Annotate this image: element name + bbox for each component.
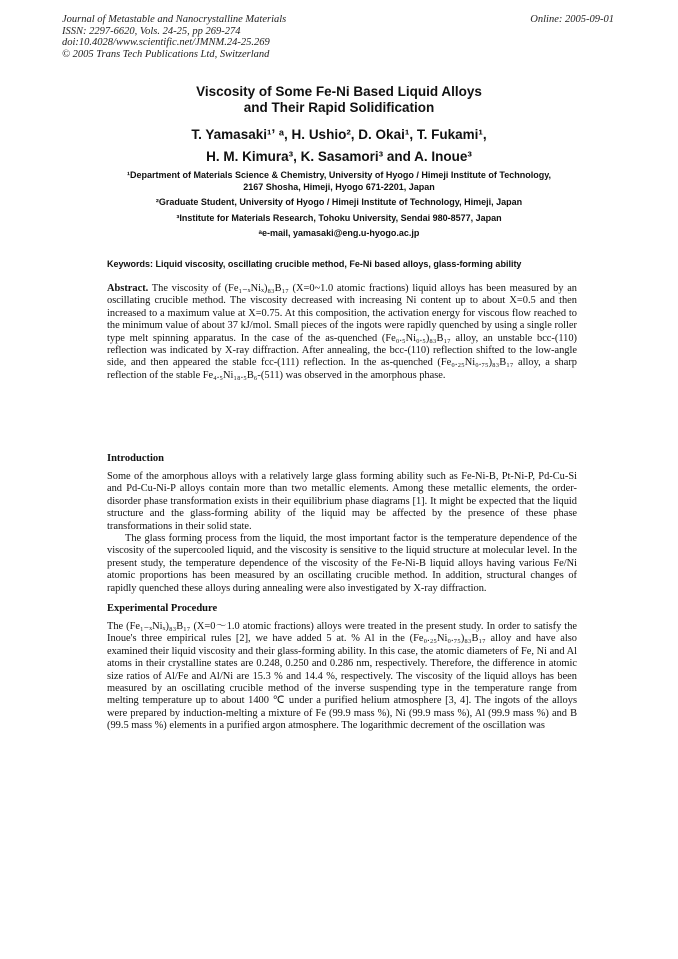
journal-name: Journal of Metastable and Nanocrystalline Materials (62, 14, 287, 25)
abstract (107, 283, 577, 382)
email-line: ᵃe-mail, yamasaki@eng.u-hyogo.ac.jp (258, 228, 420, 238)
author-list (0, 124, 678, 168)
keywords-label: Keywords: (107, 259, 154, 269)
experimental-heading: Experimental Procedure (107, 603, 218, 614)
affiliation-3: ³Institute for Materials Research, Tohoku University, Sendai 980-8577, Japan (176, 212, 502, 223)
abstract-label: Abstract. (107, 283, 149, 294)
title-line-2: and Their Rapid Solidification (243, 100, 435, 115)
title-line-1: Viscosity of Some Fe-Ni Based Liquid Alloys (196, 84, 482, 99)
intro-paragraph-2: The glass forming process from the liquid, the most important factor is the temperature dependence of the viscosity of the supercooled liquid, and the viscosity is sensitive to the liquid structure at molecular level. In the present study, the temperature dependence of the viscosity of the Fe-Ni-B liquid alloys having various Fe/Ni atomic proportions has been measured by an oscillating crucible method. In addition, structural changes of rapidly quenched these alloys during annealing were also investigated by X-ray diffraction. (107, 533, 577, 594)
keywords-text: Liquid viscosity, oscillating crucible method, Fe-Ni based alloys, glass-forming ability (155, 259, 522, 269)
introduction-heading: Introduction (107, 453, 164, 464)
affiliation-2: ²Graduate Student, University of Hyogo / Himeji Institute of Technology, Himeji, Japan (155, 197, 523, 207)
affiliations (0, 170, 678, 240)
affiliation-1a: ¹Department of Materials Science & Chemistry, University of Hyogo / Himeji Institute of Technology, (126, 170, 552, 180)
experimental-paragraph-1: The (Fe₁₋ₓNiₓ)₈₃B₁₇ (X=0～1.0 atomic fractions) alloys were treated in the present study. In order to satisfy the Inoue's three empirical rules [2], we have added 5 at. % Al in the (Fe₀.₂₅Ni₀.₇₅)₈₃B₁₇ alloy and have also examined their liquid viscosity and their glass-forming ability. In this case, the atomic diameters of Fe, Ni and Al atoms in their crystalline states are 0.248, 0.250 and 0.286 nm, respectively. Therefore, the difference in atomic size ratios of Al/Fe and Al/Ni are 15.3 % and 14.4 %, respectively. The viscosity of the liquid alloys has been measured by an oscillating crucible method of the inverse suspending type in the temperature range from melting temperature up to about 1400 ℃ under a purified helium atmosphere [3, 4]. The ingots of the alloys were prepared by induction-melting a mixture of Fe (99.9 mass %), Ni (99.9 mass %), Al (99.9 mass %) and B (99.5 mass %) elements in a purified argon atmosphere. The logarithmic decrement of the oscillation was (107, 621, 577, 732)
journal-header (62, 14, 286, 60)
abstract-text: The viscosity of (Fe₁₋ₓNiₓ)₈₃B₁₇ (X=0~1.0 atomic fractions) liquid alloys has been measured by an oscillating crucible method. The viscosity decreased with increasing Ni content up to about X=0.5 and then increased to a maximum value at X=0.75. At this composition, the activation energy for viscous flow reached to the minimum value of about 37 kJ/mol. Small pieces of the ingots were rapidly quenched by using a single roller type melt spinning apparatus. In the case of the as-quenched (Fe₀.₅Ni₀.₅)₈₃B₁₇ alloy, an unstable bcc-(110) reflection was indicated by X-ray diffraction. After annealing, the bcc-(110) reflection shifted to the low-angle side, and then appeared the stable fcc-(111) reflection. In the as-quenched (Fe₀.₂₅Ni₀.₇₅)₈₃B₁₇ alloy, a sharp reflection of the stable Fe₄.₅Ni₁₈.₅B₆-(511) was observed in the amorphous phase. (107, 283, 577, 381)
doi-line: doi:10.4028/www.scientific.net/JMNM.24-25.269 (62, 37, 270, 49)
copyright-line: © 2005 Trans Tech Publications Ltd, Switzerland (62, 48, 270, 60)
authors-line-2: H. M. Kimura³, K. Sasamori³ and A. Inoue³ (206, 149, 472, 164)
affiliation-1b: 2167 Shosha, Himeji, Hyogo 671-2201, Japan (243, 181, 435, 192)
keywords (107, 258, 577, 270)
online-date: Online: 2005-09-01 (530, 14, 614, 25)
issn-line: ISSN: 2297-6620, Vols. 24-25, pp 269-274 (62, 25, 241, 37)
introduction-body (107, 471, 577, 595)
intro-paragraph-1: Some of the amorphous alloys with a relatively large glass forming ability such as Fe-Ni-B, Pt-Ni-P, Pd-Cu-Si and Pd-Cu-Ni-P alloys contain more than two metallic elements. Among these metallic elements, the order-disorder phase transformation exists in their equilibrium phase diagrams [1]. It might be expected that the liquid structure and the glass-forming ability of the liquid may be affected by the presence of these phase transformations in their solid state. (107, 471, 577, 532)
experimental-body (107, 621, 577, 733)
authors-line-1: T. Yamasaki¹ʼ ᵃ, H. Ushio², D. Okai¹, T. Fukami¹, (191, 127, 487, 142)
paper-title (0, 84, 678, 116)
